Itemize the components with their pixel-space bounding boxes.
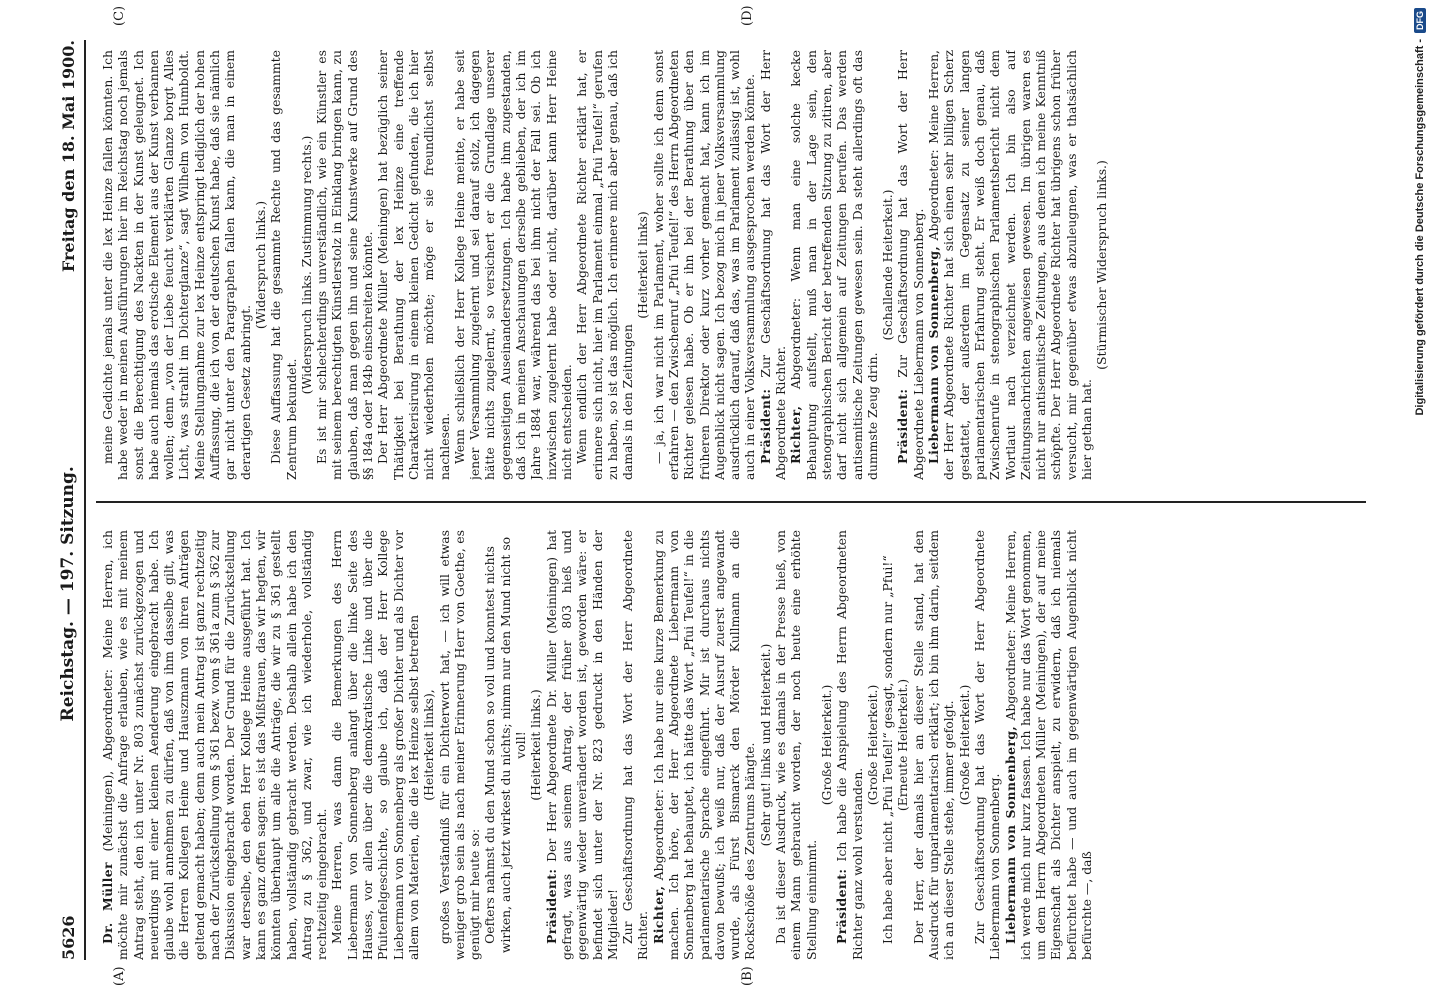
digitization-credit: Digitalisierung gefördert durch die Deutsche Forschungsgemeinschaft - — [1413, 39, 1426, 416]
stage-direction: (Widerspruch links. Zustimmung rechts.) — [298, 135, 314, 395]
stage-direction: (Schallende Heiterkeit.) — [880, 189, 896, 341]
column-divider — [96, 501, 1366, 503]
stage-direction: (Widerspruch links.) — [252, 200, 268, 330]
speech-paragraph — [620, 530, 651, 960]
speech-paragraph — [100, 530, 329, 960]
page-header — [48, 40, 78, 960]
speech-paragraph — [895, 50, 926, 480]
speech-text: Da ist dieser Ausdruck, wie es damals in der Presse hieß, von einem Mann gebraucht worden, der noch heute eine erhöhte Stellung einnimmt. — [773, 530, 819, 960]
speech-text: Ich habe aber nicht „Pfui Teufel!“ gesagt, sondern nur „Pfui!“ — [880, 555, 896, 944]
speech-text: Abgeordneter: Wenn man eine solche kecke Behauptung aufstellt, muß man in der Lage sein, den stenographischen Bericht der betreffenden Sitzung zu zitiren, aber darf nicht sich allgemein auf Zeitungen berufen. Das werden antisemitische Zeitungen gewesen sein. Da steht allerdings oft das dummste Zeug drin. — [788, 50, 880, 480]
stage-direction: (Große Heiterkeit.) — [818, 684, 834, 806]
speaker-name: Richter, — [788, 405, 804, 464]
margin-marker-b: (B) — [740, 966, 755, 986]
speech-text: Zur Geschäftsordnung hat das Wort der Herr Abgeordnete Richter. — [620, 530, 651, 960]
speech-text: großes Verständniß für ein Dichterwort hat, — ich will etwas weniger grob sein als nach meiner Erinnerung Herr von Goethe, es genügt mir heute so: — [436, 530, 483, 960]
speech-text: Abgeordneter: Meine Herren, der Herr Abgeordnete Richter hat sich einen sehr billigen Scherz gestattet, der außerdem im Gegensatz zu seiner langen parlamentarischen Erfahrung steht. Er weiß doch genau, daß Zwischenrufe in stenographischen Parlamentsbericht nicht dem Wortlaut nach verzeichnet werden. Ich bin also auf Zeitungsnachrichten angewiesen gewesen. Im übrigen waren es nicht nur antisemitische Zeitungen, aus denen ich meine Kenntniß schöpfte. Der Herr Abgeordnete Richter hat übrigens schon früher versucht, mir gegenüber etwas abzuleugnen, was er thatsächlich hier gethan hat. — [926, 50, 1094, 480]
speech-paragraph — [314, 50, 375, 480]
speech-paragraph — [834, 530, 865, 960]
digitization-sidebar — [1405, 0, 1434, 1000]
session-date: Freitag den 18. Mai 1900. — [59, 40, 78, 273]
speech-paragraph — [452, 50, 574, 480]
speech-text: Zur Geschäftsordnung hat das Wort der Herr Abgeordnete Liebermann von Sonnenberg. — [895, 50, 926, 480]
margin-marker-c: (C) — [112, 5, 127, 26]
speaker-name: Liebermann von Sonnenberg, — [1002, 725, 1018, 944]
session-title: Reichstag. — 197. Sitzung. — [58, 466, 78, 722]
speech-text: Zur Geschäftsordnung hat das Wort der Herr Abgeordnete Richter. — [757, 50, 789, 480]
page-number: 5626 — [59, 915, 78, 960]
stage-direction: (Sehr gut! links und Heiterkeit.) — [757, 643, 773, 847]
speech-paragraph — [544, 530, 620, 960]
speaker-name: Präsident: — [834, 868, 850, 944]
speaker-name: Präsident: — [757, 388, 773, 464]
speech-text: Es ist mir schlechterdings unverständlich, wie ein Künstler es mit seinem berechtigten Künstlerstolz in Einklang bringen kann, zu glauben, daß man gegen ihn und seine Kunstwerke auf Grund des §§ 184a oder 184b einschreiten könnte. — [314, 50, 376, 480]
speech-paragraph — [100, 50, 253, 480]
speech-text: Abgeordneter: Meine Herren, ich werde mich nur kurz fassen. Ich habe nur das Wort genommen, um dem Herrn Abgeordneten Müller (Meiningen), der auf meine Eigenschaft als Dichter anspielt, zu erwidern, daß ich niemals befürchtet habe — und auch im gegenwärtigen Augenblick nicht befürchte —, daß — [1002, 530, 1094, 960]
stage-direction: (Heiterkeit links) — [635, 211, 651, 319]
margin-marker-a: (A) — [112, 966, 127, 986]
speech-text: meine Gedichte jemals unter die lex Heinze fallen könnten. Ich habe weder in meinen Ausführungen hier im Reichstag noch jemals sonst die Berechtigung des Nackten in der Kunst geleugnet. Ich habe auch niemals das erotische Element aus der Kunst verbannen wollen; denn „von der Liebe feucht verklärten Glanze borgt Alles Licht, was strahlt im Dichterglanze“, sagt Wilhelm von Humboldt. Meine Stellungnahme zur lex Heinze entspringt lediglich der hohen Auffassung, die ich von der deutschen Kunst habe, daß sie nämlich gar nicht unter den Paragraphen fallen kann, die man in einem derartigen Gesetz anbringt. — [100, 50, 253, 480]
speech-paragraph — [329, 530, 421, 960]
speech-paragraph — [375, 50, 451, 480]
speech-text: — ja, ich war nicht im Parlament, woher sollte ich denn sonst erfahren — den Zwischenruf „Pfui Teufel!“ des Herrn Abgeordneten Richter gelesen habe. Ob er ihn bei der Berathung über den früheren Direktor oder kurz vorher gemacht hat, kann ich im Augenblick nicht sagen. Ich bezog mich in jener Volksversammlung ausdrücklich darauf, daß das, was im Parlament zulässig ist, wohl auch in einer Volksversammlung ausgesprochen werden könnte. — [650, 50, 758, 480]
speech-paragraph — [651, 530, 758, 960]
speech-paragraph — [911, 530, 957, 960]
margin-marker-d: (D) — [740, 5, 755, 26]
speech-text: Ich habe die Anspielung des Herrn Abgeordneten Richter ganz wohl verstanden. — [834, 530, 865, 960]
speech-paragraph — [437, 530, 483, 960]
left-column — [100, 530, 1360, 960]
speech-text: Wenn endlich der Herr Abgeordnete Richter erklärt hat, er erinnere sich nicht, hier im Parlament einmal „Pfui Teufel!“ gerufen zu haben, so ist das möglich. Ich erinnere mich aber genau, daß ich damals in den Zeitungen — [574, 50, 636, 480]
speech-text: Diese Auffassung hat die gesammte Rechte und das gesammte Zentrum bekundet. — [268, 50, 299, 480]
speaker-name: Dr. Müller — [100, 862, 115, 944]
stage-direction: Oefters nahmst du den Mund schon so voll und konntest nichts wirken, auch jetzt wirkest du nichts; nimm nur den Mund nicht so voll! — [482, 536, 529, 954]
speech-text: Zur Geschäftsordnung hat das Wort der Herr Abgeordnete Liebermann von Sonnenberg. — [971, 530, 1003, 960]
speech-paragraph — [574, 50, 635, 480]
speech-paragraph — [926, 50, 1094, 480]
speech-paragraph — [651, 50, 758, 480]
speech-paragraph — [788, 50, 880, 480]
speech-paragraph — [972, 530, 1003, 960]
stage-direction: (Erneute Heiterkeit.) — [895, 678, 911, 812]
speaker-name: Präsident: — [895, 388, 911, 464]
header-rule — [84, 40, 86, 960]
stage-direction: (Stürmischer Widerspruch links.) — [1094, 160, 1110, 370]
speech-paragraph — [758, 50, 789, 480]
speech-text: Meine Herren, was dann die Bemerkungen des Herrn Liebermann von Sonnenberg anlangt über die linke Seite des Hauses, vor allen über die demokratische Linke und über die Pfuitenfelgeschichte, so glaube ich, daß der Herr Kollege Liebermann von Sonnenberg als großer Dichter und als Dichter vor allem von Materien, die die lex Heinze selbst betreffen — [329, 530, 421, 960]
speech-paragraph — [880, 530, 895, 960]
stage-direction: (Heiterkeit links), — [421, 689, 437, 801]
speech-paragraph — [773, 530, 819, 960]
speech-text: Der Herr Abgeordnete Müller (Meiningen) hat bezüglich seiner Thätigkeit bei Berathung der lex Heinze eine treffende Charakterisirung in einem kleinen Gedicht gefunden, die ich hier nicht wiederholen möchte; möge er sie freundlichst selbst nachlesen. — [375, 50, 452, 480]
speech-text: Wenn schließlich der Herr Kollege Heine meinte, er habe seit jener Versammlung zugelernt und sei darauf stolz, ich dagegen hätte nichts zugelernt, so versichert er die Grundlage unserer gegenseitigen Auseinandersetzungen. Ich habe ihm zugestanden, daß ich in meinen Anschauungen derselbe geblieben, der ich im Jahre 1884 war, während das bei ihm nicht der Fall sei. Ob ich inzwischen zugelernt habe oder nicht, darüber kann Herr Heine nicht entscheiden. — [451, 50, 574, 480]
stage-direction: (Große Heiterkeit.) — [864, 684, 880, 806]
speech-paragraph — [1003, 530, 1095, 960]
dfg-logo: DFG — [1414, 8, 1426, 33]
speech-text: Der Herr Abgeordnete Dr. Müller (Meiningen) hat gefragt, was aus seinem Antrag, der früher 803 hieß und gegenwärtig wieder unverändert worden ist, geworden wäre: er befindet sich unter der Nr. 823 gedruckt in den Händen der Mitglieder! — [543, 530, 620, 960]
right-column — [100, 50, 1360, 480]
speaker-name: Liebermann von Sonnenberg, — [926, 245, 942, 464]
speech-paragraph — [268, 50, 299, 480]
speech-text: Abgeordneter: Ich habe nur eine kurze Bemerkung zu machen. Ich höre, der Herr Abgeordnete Liebermann von Sonnenberg hat behauptet, ich hätte das Wort „Pfui Teufel!“ in die parlamentarische Sprache eingeführt. Mir ist durchaus nichts davon bewußt; ich weiß nur, daß der Ausruf zuerst angewandt wurde, als Fürst Bismarck den Mörder Kullmann an die Rockschöße des Zentrums hängte. — [650, 530, 758, 960]
speaker-name: Präsident: — [543, 868, 559, 944]
stage-direction: (Heiterkeit links.) — [528, 689, 544, 801]
speaker-name: Richter, — [650, 885, 666, 944]
speech-text: (Meiningen), Abgeordneter: Meine Herren, ich möchte mir zunächst die Anfrage erlauben, wie es mit meinem Antrag steht, den ich unter Nr. 803 zunächst zurückgezogen und neuerdings mit einer kleinen Aenderung eingebracht habe. Ich glaube wohl annehmen zu dürfen, daß von ihm dasselbe gilt, was die Herren Kollegen Heine und Hauszmann von ihren Anträgen geltend gemacht haben; denn auch mein Antrag ist ganz rechtzeitig nach der Zurückstellung vom § 361 bezw. vom § 361a zum § 362 zur Diskussion eingebracht worden. Der Grund für die Zurückstellung war derselbe, den eben Herr Kollege Heine ausgeführt hat. Ich kann es ganz offen sagen: es ist das Mißtrauen, das wir hegten, wir könnten überhaupt um alle die Anträge, die wir zu § 361 gestellt haben, vollständig gebracht werden. Deshalb allein habe ich den Antrag zu § 362, und zwar, wie ich wiederhole, vollständig rechtzeitig eingebracht. — [100, 530, 330, 960]
stage-direction: (Große Heiterkeit.) — [956, 684, 972, 806]
speech-text: Der Herr, der damals hier an dieser Stelle stand, hat den Ausdruck für unparlamentarisch erklärt; ich bin ihm darin, seitdem ich an dieser Stelle stehe, immer gefolgt. — [910, 530, 957, 960]
